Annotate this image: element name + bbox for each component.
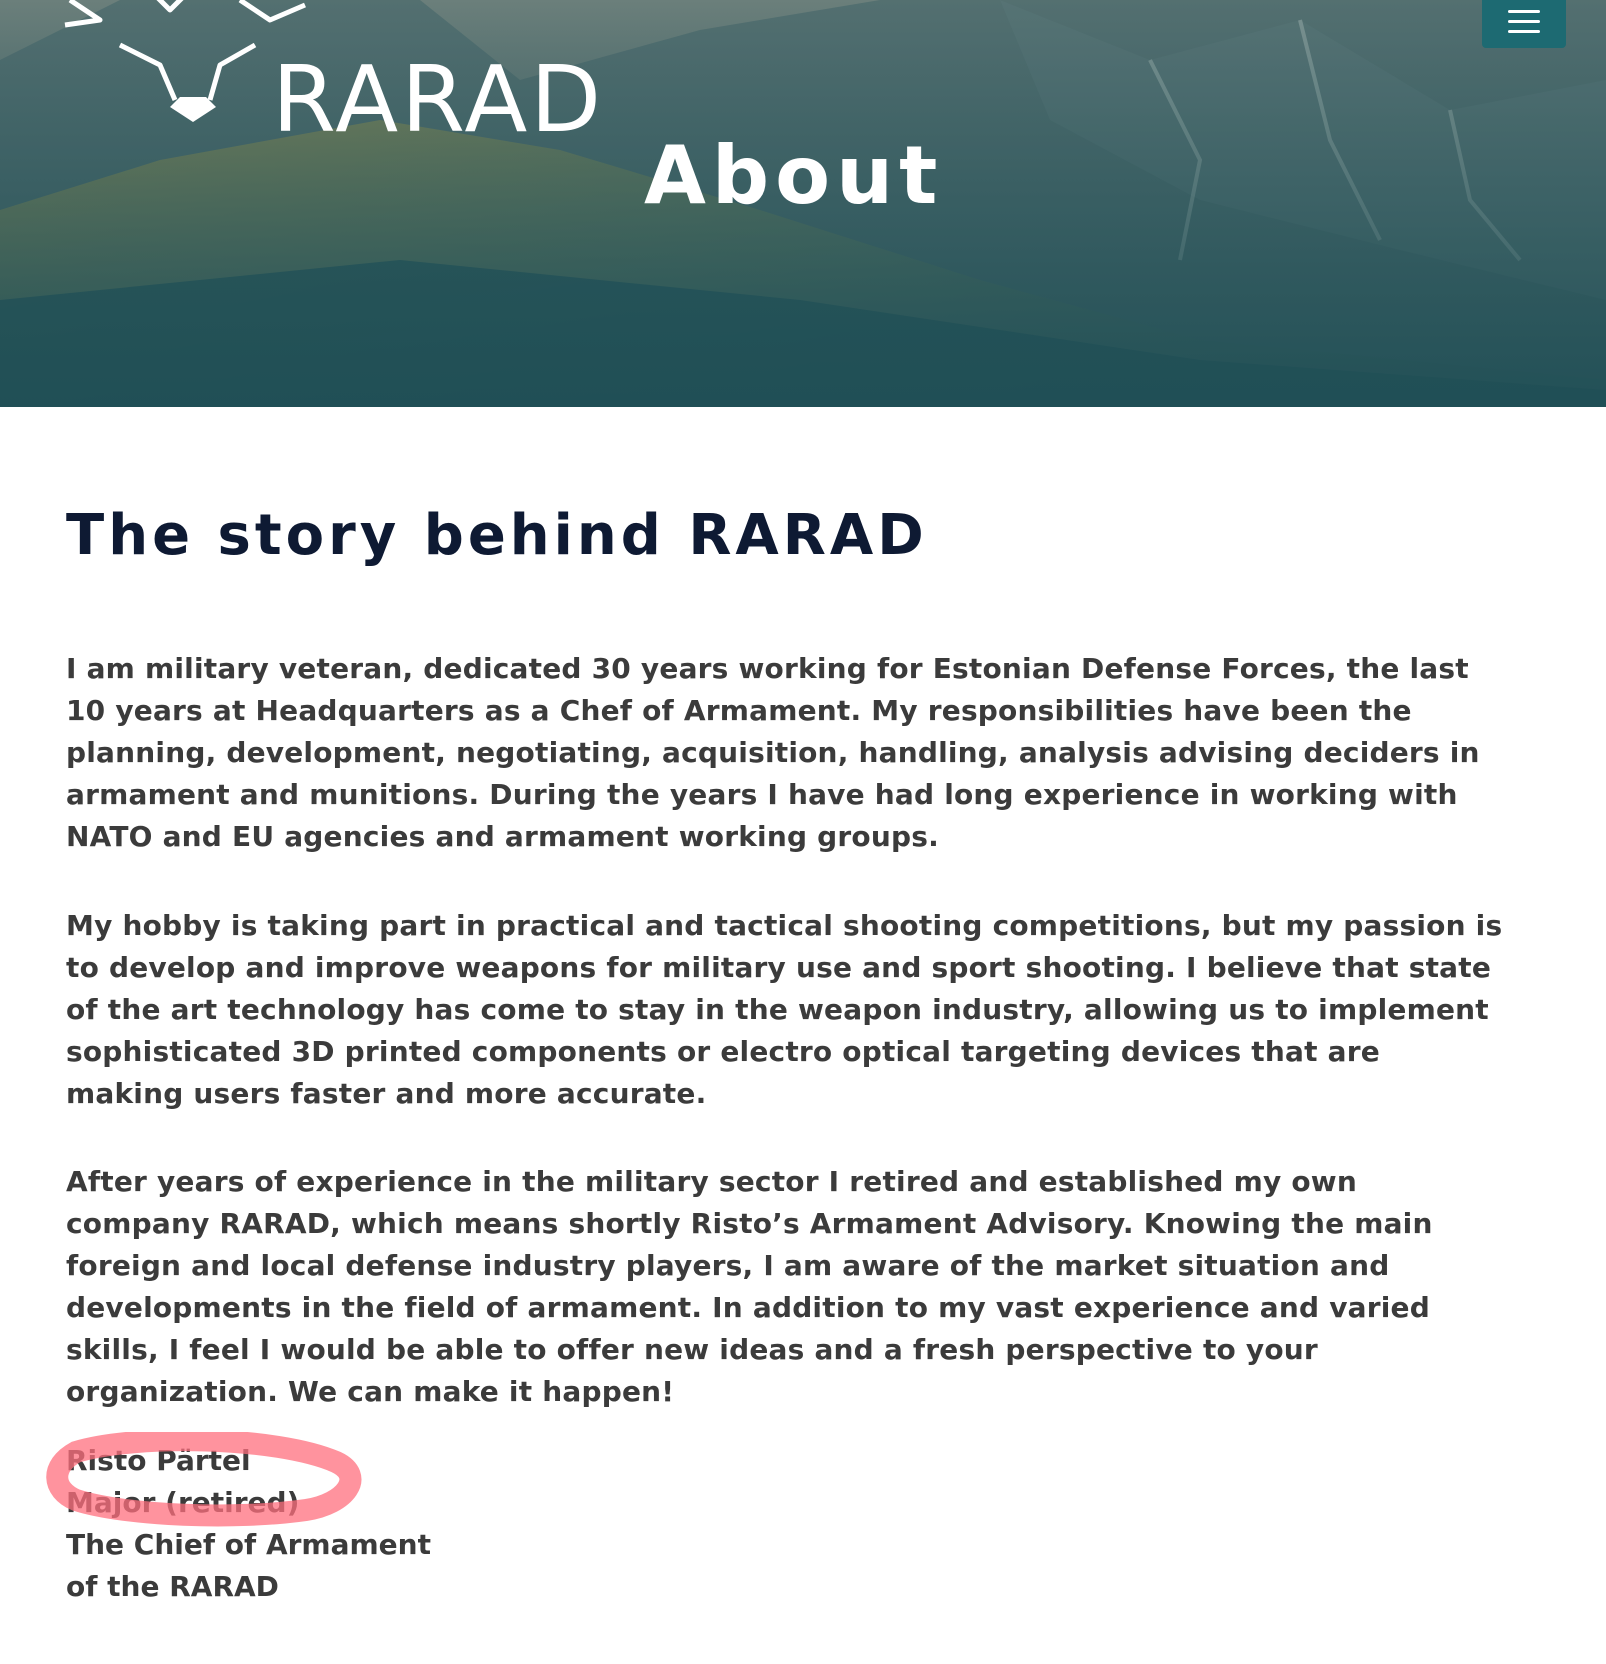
- section-heading: The story behind RARAD: [66, 503, 928, 568]
- main-content: [66, 500, 1506, 1603]
- signature-role-line-2: of the RARAD: [66, 1570, 279, 1603]
- signature-role-line-1: The Chief of Armament: [66, 1528, 431, 1561]
- signature-name: Risto Pärtel: [66, 1444, 251, 1477]
- page-title: About: [644, 129, 944, 222]
- signature-rank: Major (retired): [66, 1486, 300, 1519]
- hero-banner: [0, 0, 1606, 407]
- story-paragraph-3: After years of experience in the military sector I retired and established my own company RARAD, which means shortly Risto’s Armament Advisory. Knowing the main foreign and local defense industry players, I am aware of the market situation and developments in the field of armament. In addition to my vast experience and varied skills, I feel I would be able to offer new ideas and a fresh perspective to your organization. We can make it happen!: [66, 1165, 1433, 1408]
- menu-button[interactable]: [1482, 0, 1566, 48]
- hamburger-icon: [1508, 10, 1540, 13]
- story-paragraph-1: I am military veteran, dedicated 30 years working for Estonian Defense Forces, the last 10 years at Headquarters as a Chef of Armament. My responsibilities have been the planning, development, negotiating, acquisition, handling, analysis advising deciders in armament and munitions. During the years I have had long experience in working with NATO and EU agencies and armament working groups.: [66, 652, 1480, 853]
- hamburger-icon-bar: [1508, 20, 1540, 23]
- logo-text[interactable]: RARAD: [272, 46, 605, 153]
- story-paragraph-2: My hobby is taking part in practical and tactical shooting competitions, but my passion is to develop and improve weapons for military use and sport shooting. I believe that state of the art technology has come to stay in the weapon industry, allowing us to implement sophisticated 3D printed components or electro optical targeting devices that are making users faster and more accurate.: [66, 909, 1503, 1110]
- red-marker-annotation: [46, 1432, 376, 1552]
- hamburger-icon-bar: [1508, 30, 1540, 33]
